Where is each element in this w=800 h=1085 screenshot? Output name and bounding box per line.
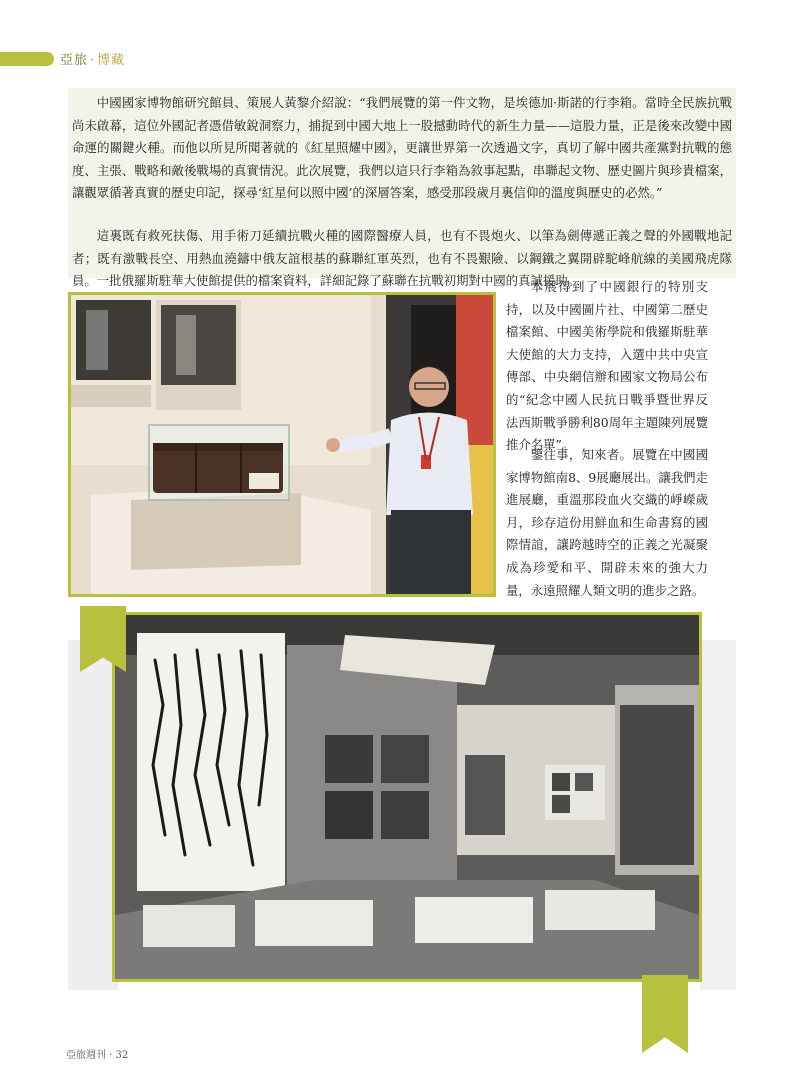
hall-photo-illustration [115,615,699,979]
section-name: 亞旅 [60,53,89,68]
paragraph-support: 本展得到了中國銀行的特別支持，以及中國圖片社、中國第二歷史檔案館、中國美術學院和俄羅斯駐華大使館的大力支持，入選中共中央宣傳部、中央網信辦和國家文物局公布的“紀念中國人民抗日戰爭暨世界反法西斯戰爭勝利80周年主題陳列展覽推介名單”。 [506,279,708,453]
paragraph-closing: 鑒往事，知來者。展覽在中國國家博物館南8、9展廳展出。讓我們走進展廳，重溫那段血火交織的崢嶸歲月，珍存這份用鮮血和生命書寫的國際情誼，讓跨越時空的正義之光凝聚成為珍愛和平、開辟未來的強大力量，永遠照耀人類文明的進步之路。 [506,447,708,598]
section-marker [40,52,54,66]
page-folio: 亞旅週刊 · 32 [66,1050,129,1061]
photo-curator-suitcase [68,292,496,597]
subsection-name: 博藏 [97,53,126,68]
section-label [60,49,125,68]
ribbon-decoration-right [642,975,688,1053]
paragraph-quote: 中國國家博物館研究館員、策展人黃黎介紹說：“我們展覽的第一件文物，是埃德加·斯諾的行李箱。當時全民族抗戰尚未啟幕，這位外國記者憑借敏銳洞察力，捕捉到中國大地上一股撼動時代的新生力量——這股力量，正是後來改變中國命運的關鍵火種。而他以所見所聞著就的《紅星照耀中國》，更讓世界第一次透過文字，真切了解中國共產黨對抗戰的態度、主張、戰略和敵後戰場的真實情況。此次展覽，我們以這只行李箱為敘事起點，串聯起文物、歷史圖片與珍貴檔案，讓觀眾循著真實的歷史印記，探尋‘紅星何以照中國’的深層答案，感受那段歲月裏信仰的溫度與歷史的必然。” [72,95,732,200]
background-block-left [68,640,118,990]
photo-exhibition-hall [112,612,702,982]
curator-photo-illustration [71,295,493,594]
section-separator: · [90,53,96,68]
background-block-right [700,640,736,990]
paragraph-participants: 這裏既有救死扶傷、用手術刀延續抗戰火種的國際醫療人員，也有不畏炮火、以筆為劍傳遞正義之聲的外國戰地記者；既有激戰長空、用熱血澆鑄中俄友誼根基的蘇聯紅軍英烈，也有不畏艱險、以鋼鐵之翼開辟駝峰航線的美國飛虎隊員。一批俄羅斯駐華大使館提供的檔案資料，詳細記錄了蘇聯在抗戰初期對中國的真誠援助。 [72,228,732,288]
